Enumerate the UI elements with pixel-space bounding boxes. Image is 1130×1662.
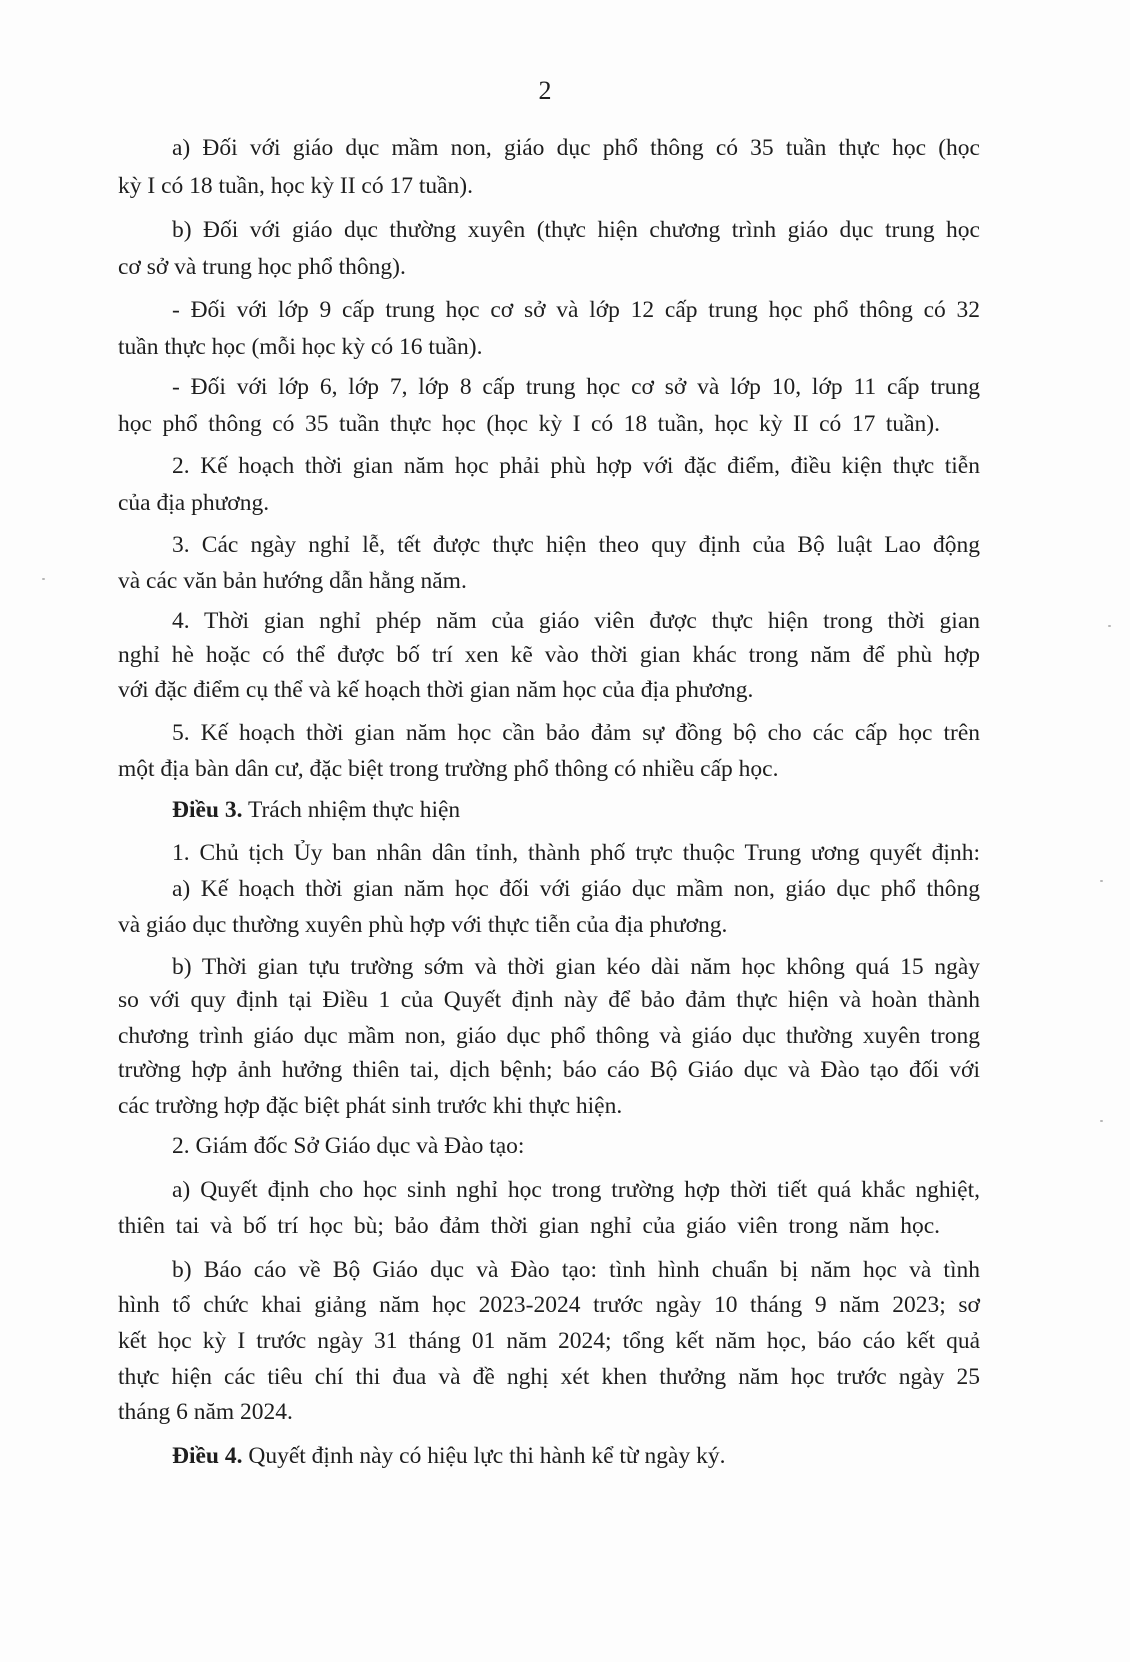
text-line: b) Báo cáo về Bộ Giáo dục và Đào tạo: tình hình chuẩn bị năm học và tình: [172, 1257, 980, 1283]
text-line: học phổ thông có 35 tuần thực học (học kỳ I có 18 tuần, học kỳ II có 17 tuần).: [118, 411, 940, 437]
text-line: hình tổ chức khai giảng năm học 2023-2024 trước ngày 10 tháng 9 năm 2023; sơ: [118, 1292, 980, 1318]
scan-speck: [42, 578, 45, 580]
scan-speck: [1108, 625, 1111, 627]
text-line: 2. Giám đốc Sở Giáo dục và Đào tạo:: [172, 1133, 525, 1159]
text-line: các trường hợp đặc biệt phát sinh trước khi thực hiện.: [118, 1093, 623, 1119]
text-line: chương trình giáo dục mầm non, giáo dục phổ thông và giáo dục thường xuyên trong: [118, 1023, 980, 1049]
text-line: và các văn bản hướng dẫn hằng năm.: [118, 568, 467, 594]
text-line: b) Thời gian tựu trường sớm và thời gian kéo dài năm học không quá 15 ngày: [172, 954, 980, 980]
text-line: và giáo dục thường xuyên phù hợp với thực tiễn của địa phương.: [118, 912, 728, 938]
article-label: Điều 4.: [172, 1443, 243, 1469]
text-line: 2. Kế hoạch thời gian năm học phải phù hợp với đặc điểm, điều kiện thực tiễn: [172, 453, 980, 479]
text-line: 3. Các ngày nghỉ lễ, tết được thực hiện theo quy định của Bộ luật Lao động: [172, 532, 980, 558]
text-line: thiên tai và bố trí học bù; bảo đảm thời gian nghỉ của giáo viên trong năm học.: [118, 1213, 940, 1239]
text-line: kết học kỳ I trước ngày 31 tháng 01 năm 2024; tổng kết năm học, báo cáo kết quả: [118, 1328, 980, 1354]
text-line: một địa bàn dân cư, đặc biệt trong trường phổ thông có nhiều cấp học.: [118, 756, 779, 782]
scan-speck: [1100, 880, 1103, 882]
text-line: b) Đối với giáo dục thường xuyên (thực hiện chương trình giáo dục trung học: [172, 217, 980, 243]
text-line: a) Quyết định cho học sinh nghỉ học trong trường hợp thời tiết quá khắc nghiệt,: [172, 1177, 980, 1203]
text-line: - Đối với lớp 6, lớp 7, lớp 8 cấp trung học cơ sở và lớp 10, lớp 11 cấp trung: [172, 374, 980, 400]
text-line: của địa phương.: [118, 490, 270, 516]
text-line: 1. Chủ tịch Ủy ban nhân dân tỉnh, thành phố trực thuộc Trung ương quyết định:: [172, 840, 980, 866]
text-line: nghỉ hè hoặc có thể được bố trí xen kẽ vào thời gian khác trong năm để phù hợp: [118, 642, 980, 668]
article-title: Quyết định này có hiệu lực thi hành kể từ ngày ký.: [242, 1443, 726, 1469]
text-line: a) Kế hoạch thời gian năm học đối với giáo dục mầm non, giáo dục phổ thông: [172, 876, 980, 902]
text-line: với đặc điểm cụ thể và kế hoạch thời gian năm học của địa phương.: [118, 677, 754, 703]
article-4-heading: [172, 1441, 980, 1471]
text-line: trường hợp ảnh hưởng thiên tai, dịch bệnh; báo cáo Bộ Giáo dục và Đào tạo đối với: [118, 1057, 980, 1083]
text-line: 5. Kế hoạch thời gian năm học cần bảo đảm sự đồng bộ cho các cấp học trên: [172, 720, 980, 746]
text-line: kỳ I có 18 tuần, học kỳ II có 17 tuần).: [118, 173, 474, 199]
article-label: Điều 3.: [172, 797, 243, 823]
article-3-heading: [172, 795, 980, 825]
text-line: cơ sở và trung học phổ thông).: [118, 254, 406, 280]
text-line: - Đối với lớp 9 cấp trung học cơ sở và lớp 12 cấp trung học phổ thông có 32: [172, 297, 980, 323]
text-line: so với quy định tại Điều 1 của Quyết định này để bảo đảm thực hiện và hoàn thành: [118, 987, 980, 1013]
article-title: Trách nhiệm thực hiện: [242, 797, 461, 823]
text-line: thực hiện các tiêu chí thi đua và đề nghị xét khen thưởng năm học trước ngày 25: [118, 1364, 980, 1390]
page-number: 2: [538, 76, 552, 105]
scan-speck: [1100, 1120, 1103, 1122]
text-line: a) Đối với giáo dục mầm non, giáo dục phổ thông có 35 tuần thực học (học: [172, 135, 980, 161]
text-line: 4. Thời gian nghỉ phép năm của giáo viên được thực hiện trong thời gian: [172, 608, 980, 634]
text-line: tháng 6 năm 2024.: [118, 1399, 293, 1425]
text-line: tuần thực học (mỗi học kỳ có 16 tuần).: [118, 334, 483, 360]
